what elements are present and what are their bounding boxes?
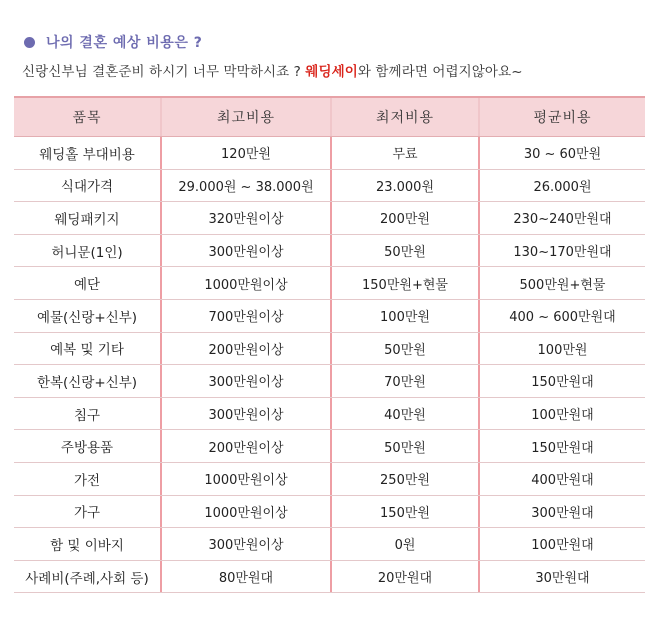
table-body [14,137,645,593]
brand-highlight: 웨딩세이 [305,64,358,80]
cell-min-cost: 무료 [332,137,480,169]
cell-max-cost: 300만원이상 [162,365,332,397]
cell-avg-cost: 100만원대 [531,408,594,424]
header-avg-cost: 평균비용 [533,110,592,126]
cost-table [14,96,645,593]
cell-item: 사례비(주례,사회 등) [14,561,162,593]
cell-item: 허니문(1인) [14,235,162,267]
table-row [14,398,645,431]
cell-min-cost: 23.000원 [332,170,480,202]
cell-min-cost: 150만원 [332,496,480,528]
cell-avg-cost: 100만원 [537,342,588,358]
cell-item: 예복 및 기타 [14,333,162,365]
cell-max-cost: 200만원이상 [162,430,332,462]
cell-max-cost: 300만원이상 [162,398,332,430]
intro-before: 신랑신부님 결혼준비 하시기 너무 막막하시죠 ? [22,64,306,80]
cell-min-cost: 50만원 [332,235,480,267]
cell-min-cost: 50만원 [332,430,480,462]
cell-item: 예물(신랑+신부) [14,300,162,332]
cell-max-cost: 300만원이상 [162,528,332,560]
header-max-cost: 최고비용 [162,98,332,136]
cell-avg-cost: 150만원대 [531,440,594,456]
cell-item: 함 및 이바지 [14,528,162,560]
cell-item: 침구 [14,398,162,430]
cell-max-cost: 120만원 [162,137,332,169]
table-row [14,561,645,594]
cell-max-cost: 200만원이상 [162,333,332,365]
cell-item: 웨딩홀 부대비용 [14,137,162,169]
cell-min-cost: 200만원 [332,202,480,234]
table-row [14,170,645,203]
cell-avg-cost: 500만원+현물 [519,277,606,293]
intro-text [22,60,523,80]
cell-item: 주방용품 [14,430,162,462]
cell-item: 식대가격 [14,170,162,202]
heading-title: 나의 결혼 예상 비용은 ? [46,35,203,51]
cell-avg-cost: 130~170만원대 [513,245,612,261]
cell-avg-cost: 400 ~ 600만원대 [509,310,616,326]
cell-min-cost: 150만원+현물 [332,267,480,299]
table-row [14,235,645,268]
cell-max-cost: 1000만원이상 [162,267,332,299]
cell-min-cost: 250만원 [332,463,480,495]
table-header-row [14,98,645,137]
cell-min-cost: 40만원 [332,398,480,430]
cell-max-cost: 80만원대 [162,561,332,593]
cell-avg-cost: 100만원대 [531,538,594,554]
table-row [14,430,645,463]
cell-avg-cost: 26.000원 [533,179,592,195]
section-heading [24,32,202,52]
table-row [14,365,645,398]
table-row [14,300,645,333]
cell-max-cost: 1000만원이상 [162,463,332,495]
cell-item: 가전 [14,463,162,495]
cell-min-cost: 50만원 [332,333,480,365]
cell-item: 가구 [14,496,162,528]
cell-max-cost: 1000만원이상 [162,496,332,528]
table-row [14,333,645,366]
cell-item: 한복(신랑+신부) [14,365,162,397]
header-min-cost: 최저비용 [332,98,480,136]
cell-min-cost: 100만원 [332,300,480,332]
bullet-icon [24,37,35,48]
cell-avg-cost: 300만원대 [531,505,594,521]
table-row [14,267,645,300]
table-row [14,137,645,170]
cell-item: 웨딩패키지 [14,202,162,234]
table-row [14,463,645,496]
intro-after: 와 함께라면 어렵지않아요~ [357,64,523,80]
cell-avg-cost: 30 ~ 60만원 [523,147,602,163]
cell-max-cost: 700만원이상 [162,300,332,332]
cell-max-cost: 320만원이상 [162,202,332,234]
table-row [14,202,645,235]
header-item: 품목 [14,98,162,136]
cell-max-cost: 300만원이상 [162,235,332,267]
cell-min-cost: 0원 [332,528,480,560]
cell-max-cost: 29.000원 ~ 38.000원 [162,170,332,202]
cell-min-cost: 20만원대 [332,561,480,593]
table-row [14,528,645,561]
cell-avg-cost: 30만원대 [535,571,590,587]
cell-min-cost: 70만원 [332,365,480,397]
cell-item: 예단 [14,267,162,299]
cell-avg-cost: 230~240만원대 [513,212,612,228]
table-row [14,496,645,529]
cell-avg-cost: 150만원대 [531,375,594,391]
cell-avg-cost: 400만원대 [531,473,594,489]
